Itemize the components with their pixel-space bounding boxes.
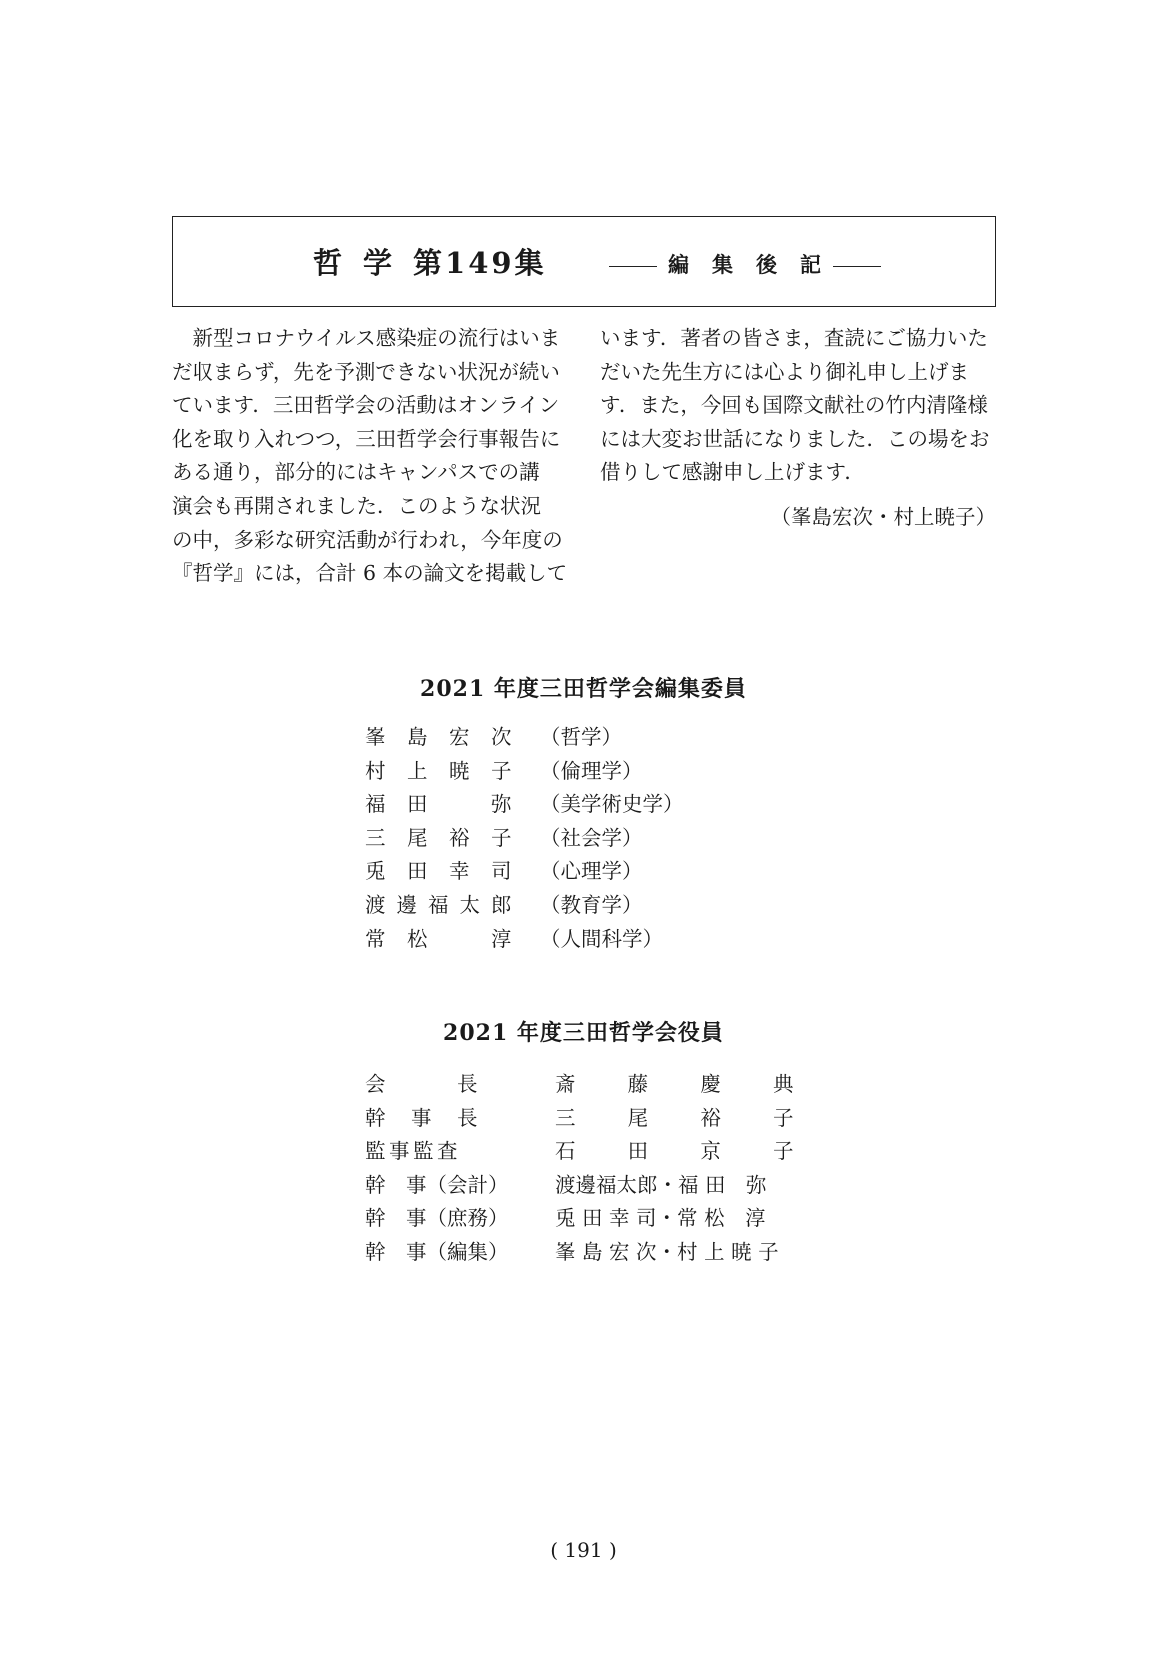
officer-role: 幹 事（編集） bbox=[365, 1239, 509, 1264]
name-char: 松 bbox=[407, 926, 428, 951]
body-column-left bbox=[172, 322, 570, 591]
officer-name: 峯 島 宏 次・村 上 暁 子 bbox=[555, 1239, 779, 1264]
name-char: 次 bbox=[491, 725, 512, 749]
signature: （峯島宏次・村上暁子） bbox=[770, 505, 996, 529]
name-char: 島 bbox=[407, 725, 428, 749]
body-line: 『哲学』には，合計 6 本の論文を掲載して bbox=[172, 561, 568, 586]
name-char: 淳 bbox=[491, 926, 512, 951]
name-char: 石 bbox=[555, 1139, 576, 1164]
name-char: 尾 bbox=[627, 1105, 649, 1130]
name-char: 村 bbox=[365, 758, 386, 783]
title-word: 学 bbox=[363, 246, 396, 280]
name-char: 藤 bbox=[627, 1072, 649, 1096]
name-char: 宏 bbox=[449, 725, 470, 749]
editor-dept: （心理学） bbox=[540, 859, 643, 884]
name-char: 監 bbox=[413, 1139, 434, 1164]
name-char: 子 bbox=[773, 1105, 794, 1130]
name-char: 子 bbox=[491, 825, 512, 850]
name-char: 渡 bbox=[365, 892, 386, 917]
name-char: 査 bbox=[437, 1139, 458, 1164]
editor-dept: （教育学） bbox=[540, 892, 643, 917]
name-char: 裕 bbox=[449, 825, 470, 850]
subtitle-char: 集 bbox=[712, 252, 734, 277]
name-char: 田 bbox=[627, 1139, 649, 1164]
name-char: 京 bbox=[700, 1139, 721, 1164]
body-line: には大変お世話になりました．この場をお bbox=[600, 426, 990, 451]
name-char: 田 bbox=[407, 792, 428, 817]
name-char: 郎 bbox=[491, 892, 512, 917]
subtitle-char: 後 bbox=[756, 252, 778, 277]
name-char: 裕 bbox=[700, 1105, 721, 1130]
name-char: 三 bbox=[365, 825, 386, 850]
subtitle-char: 記 bbox=[800, 252, 822, 277]
name-char: 峯 bbox=[365, 725, 386, 749]
subtitle-char: 編 bbox=[668, 252, 690, 277]
officers-heading: 2021 年度三田哲学会役員 bbox=[443, 1020, 724, 1046]
officer-name: 渡邊福太郎・福 田 弥 bbox=[555, 1172, 767, 1197]
name-char: 司 bbox=[491, 859, 512, 884]
name-char: 常 bbox=[365, 926, 386, 951]
name-char: 幸 bbox=[449, 859, 470, 884]
body-line: ています．三田哲学会の活動はオンライン bbox=[172, 393, 560, 418]
editor-dept: （哲学） bbox=[540, 725, 622, 749]
editor-dept: （美学術史学） bbox=[540, 792, 684, 817]
editor-dept: （人間科学） bbox=[540, 926, 663, 951]
body-line: だ収まらず，先を予測できない状況が続い bbox=[172, 359, 560, 384]
body-line: す．また，今回も国際文献社の竹内清隆様 bbox=[600, 393, 988, 418]
name-char: 太 bbox=[459, 892, 480, 917]
name-char: 長 bbox=[457, 1072, 478, 1096]
name-char: 典 bbox=[773, 1072, 794, 1096]
officer-role: 幹 事（庶務） bbox=[365, 1206, 509, 1231]
editor-dept: （社会学） bbox=[540, 825, 643, 850]
body-line: います．著者の皆さま，査読にご協力いた bbox=[600, 326, 988, 350]
body-column-right bbox=[600, 322, 996, 490]
name-char: 会 bbox=[365, 1072, 386, 1096]
officer-name: 兎 田 幸 司・常 松 淳 bbox=[555, 1206, 766, 1231]
name-char: 幹 bbox=[365, 1105, 386, 1130]
editor-dept: （倫理学） bbox=[540, 758, 643, 783]
name-char: 三 bbox=[555, 1105, 576, 1130]
name-char: 兎 bbox=[365, 859, 386, 884]
body-line: 演会も再開されました．このような状況 bbox=[172, 493, 541, 518]
name-char: 事 bbox=[389, 1139, 410, 1164]
name-char: 福 bbox=[365, 792, 386, 817]
name-char: 事 bbox=[411, 1105, 432, 1130]
body-line: の中，多彩な研究活動が行われ，今年度の bbox=[172, 527, 563, 552]
page-subtitle bbox=[609, 249, 881, 279]
body-line: 化を取り入れつつ，三田哲学会行事報告に bbox=[172, 426, 561, 451]
name-char: 長 bbox=[457, 1105, 478, 1130]
body-line: 新型コロナウイルス感染症の流行はいま bbox=[172, 326, 561, 350]
name-char: 邊 bbox=[396, 892, 417, 917]
dash-rule bbox=[833, 266, 881, 267]
body-line: ある通り，部分的にはキャンパスでの講 bbox=[172, 460, 540, 485]
name-char: 斎 bbox=[555, 1072, 576, 1096]
name-char: 子 bbox=[773, 1139, 794, 1164]
officer-role: 幹 事（会計） bbox=[365, 1172, 509, 1197]
name-char: 監 bbox=[365, 1139, 386, 1164]
title-word: 第149集 bbox=[413, 246, 547, 280]
name-char: 田 bbox=[407, 859, 428, 884]
title-box bbox=[172, 216, 996, 307]
name-char: 尾 bbox=[407, 825, 428, 850]
name-char: 上 bbox=[407, 758, 428, 783]
page-number: ( 191 ) bbox=[550, 1538, 617, 1562]
page-title bbox=[313, 241, 547, 282]
editors-heading: 2021 年度三田哲学会編集委員 bbox=[420, 676, 747, 702]
name-char: 子 bbox=[491, 758, 512, 783]
body-line: だいた先生方には心より御礼申し上げま bbox=[600, 359, 969, 384]
dash-rule bbox=[609, 266, 657, 267]
name-char: 福 bbox=[428, 892, 449, 917]
name-char: 暁 bbox=[449, 758, 470, 783]
name-char: 慶 bbox=[700, 1072, 721, 1096]
body-line: 借りして感謝申し上げます． bbox=[600, 460, 865, 485]
name-char: 弥 bbox=[491, 792, 512, 817]
title-word: 哲 bbox=[313, 246, 346, 280]
